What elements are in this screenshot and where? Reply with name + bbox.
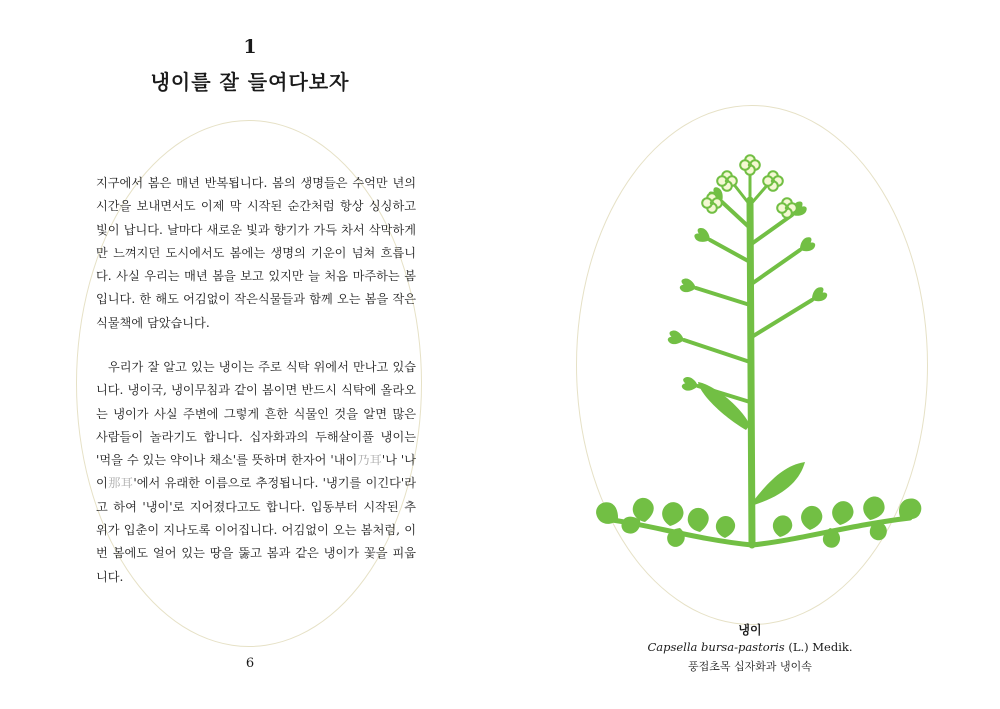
seed-pod xyxy=(693,226,714,246)
right-page xyxy=(500,0,1000,709)
flower xyxy=(740,155,760,175)
basal-leaf xyxy=(716,516,735,538)
paragraph-2-part-b: '나 '나이 xyxy=(96,453,417,491)
hanja-naei: 乃耳 xyxy=(357,453,382,468)
seed-pod xyxy=(681,376,699,393)
basal-leaf xyxy=(830,499,855,527)
flower xyxy=(717,171,737,191)
stem-leaf-right xyxy=(754,462,805,505)
chapter-title: 냉이를 잘 들여다보자 xyxy=(150,70,350,94)
basal-leaf xyxy=(860,494,887,523)
paragraph-2-part-a: 우리가 잘 알고 있는 냉이는 주로 식탁 위에서 만나고 있습니다. 냉이국, 냉이무침과 같이 봄이면 반드시 식탁에 올라오는 냉이가 사실 주변에 그렇게 흔한 식물인 것을 알면 많은 사람들이 놀라기도 합니다. 십자화과의 두해살이풀 냉이는 '먹을 수 있는 약이나 채소'를 뜻하며 한자어 '내이 xyxy=(96,360,416,468)
caption-authority: (L.) Medik. xyxy=(784,640,853,654)
paragraph-2-part-c: '에서 유래한 이름으로 추정됩니다. '냉기를 이긴다'라고 하여 '냉이'로 지어졌다고도 합니다. 입동부터 시작된 추위가 입춘이 지나도록 이어집니다. 어김없이 오는 봄처럼, 이번 봄에도 얼어 있는 땅을 뚫고 봄과 같은 냉이가 꽃을 피웁니다. xyxy=(96,476,417,584)
paragraph-2 xyxy=(96,356,416,589)
basal-leaf xyxy=(592,498,624,528)
paragraph-1: 지구에서 봄은 매년 반복됩니다. 봄의 생명들은 수억만 년의 시간을 보내면서도 이제 막 시작된 순간처럼 항상 싱싱하고 빛이 납니다. 날마다 새로운 빛과 향기가 가득 차서 삭막하게만 느껴지던 도시에서도 봄에는 생명의 기운이 넘쳐 흐릅니다. 사실 우리는 매년 봄을 보고 있지만 늘 처음 마주하는 봄입니다. 한 해도 어김없이 작은식물들과 함께 오는 봄을 작은식물책에 담았습니다. xyxy=(96,176,416,330)
shepherds-purse-illustration xyxy=(500,0,1000,709)
caption-scientific-name xyxy=(500,640,1000,654)
chapter-number: 1 xyxy=(243,36,257,58)
basal-leaf xyxy=(686,506,711,534)
page-number: 6 xyxy=(245,656,255,671)
seed-pod xyxy=(679,277,698,294)
caption-common-name: 냉이 xyxy=(738,623,762,637)
basal-leaf xyxy=(771,514,794,539)
basal-leaf xyxy=(660,500,685,528)
caption-classification: 풍접초목 십자화과 냉이속 xyxy=(688,660,812,673)
basal-leaf xyxy=(800,505,823,531)
seed-pod xyxy=(667,329,686,346)
stem-leaf-left xyxy=(698,382,750,430)
main-stem xyxy=(750,200,752,545)
caption-genus-species: Capsella bursa-pastoris xyxy=(647,640,785,654)
hanja-nai: 那耳 xyxy=(107,476,134,491)
